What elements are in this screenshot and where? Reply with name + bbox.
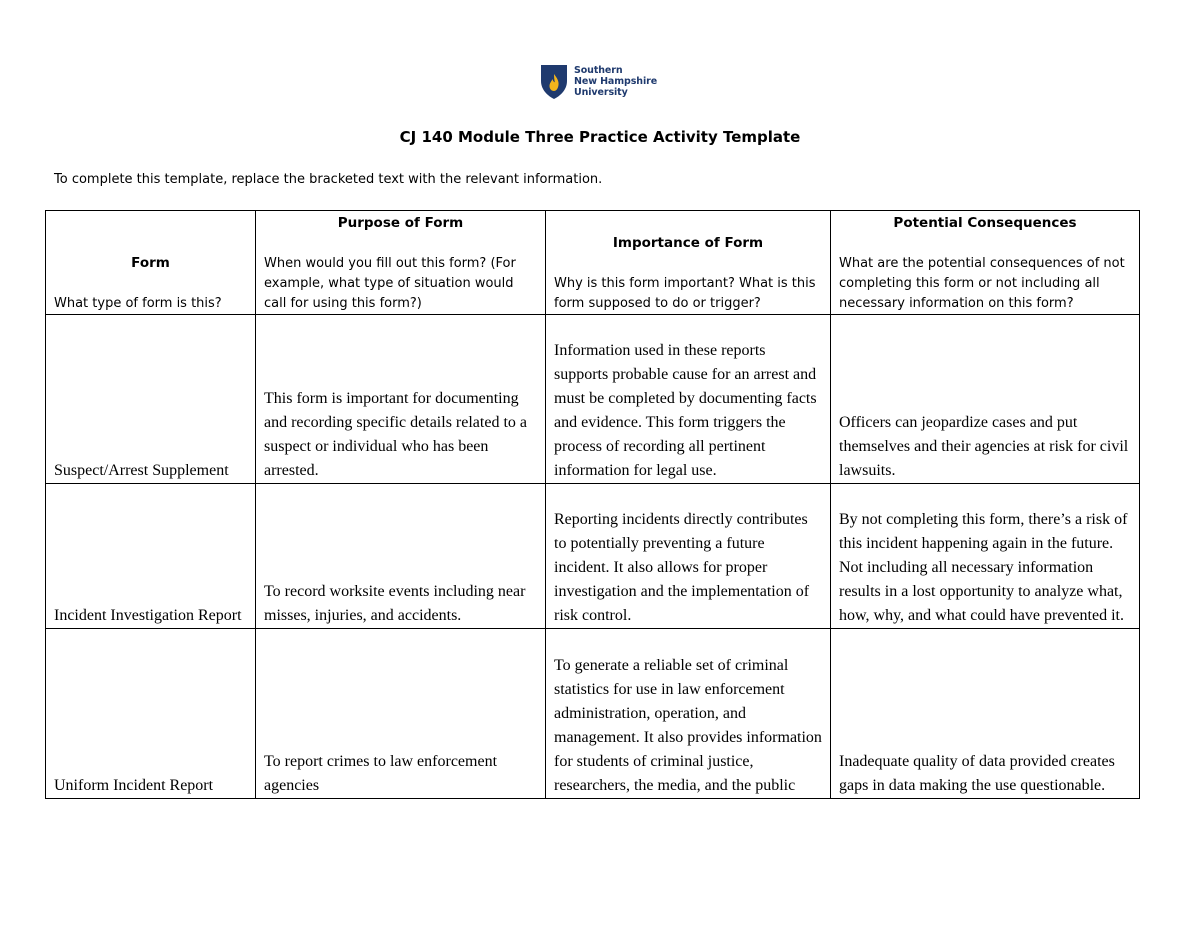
cell-text: Reporting incidents directly contributes to potentially preventing a future incident. It also allows for proper investigation and the implementation of risk control. [554, 511, 810, 624]
table-row [46, 629, 1140, 799]
consequences-cell [831, 315, 1140, 484]
header-title: Importance of Form [612, 235, 764, 251]
cell-text: Suspect/Arrest Supplement [54, 462, 229, 479]
header-prompt: Why is this form important? What is this form supposed to do or trigger? [554, 276, 816, 311]
purpose-cell [256, 484, 546, 629]
shield-flame-icon [540, 64, 568, 100]
cell-text: This form is important for documenting and recording specific details related to a suspect or individual who has been arrested. [264, 390, 527, 479]
header-prompt: When would you fill out this form? (For example, what type of situation would call for using this form?) [264, 256, 516, 311]
logo-wordmark [574, 65, 657, 98]
header-form [46, 211, 256, 315]
header-prompt: What type of form is this? [54, 296, 222, 311]
cell-text: By not completing this form, there’s a risk of this incident happening again in the future. Not including all necessary information results in a lost opportunity to analyze what, how, why, and what could have prevented it. [839, 511, 1128, 624]
cell-text: Inadequate quality of data provided creates gaps in data making the use questionable. [839, 753, 1115, 794]
form-cell [46, 484, 256, 629]
header-prompt: What are the potential consequences of not completing this form or not including all necessary information on this form? [839, 256, 1125, 311]
cell-text: To report crimes to law enforcement agencies [264, 753, 498, 794]
header-purpose [256, 211, 546, 315]
header-importance [546, 211, 831, 315]
template-table [45, 210, 1140, 799]
cell-text: Incident Investigation Report [54, 607, 242, 624]
purpose-cell [256, 629, 546, 799]
instructions-text: To complete this template, replace the bracketed text with the relevant information. [54, 172, 603, 187]
importance-cell [546, 629, 831, 799]
university-logo [540, 64, 657, 100]
form-cell [46, 629, 256, 799]
cell-text: To record worksite events including near misses, injuries, and accidents. [264, 583, 526, 624]
importance-cell [546, 484, 831, 629]
cell-text: Uniform Incident Report [54, 777, 214, 794]
consequences-cell [831, 629, 1140, 799]
page-title: CJ 140 Module Three Practice Activity Template [399, 128, 801, 146]
importance-cell [546, 315, 831, 484]
header-consequences [831, 211, 1140, 315]
logo-line-1: Southern [574, 65, 623, 76]
cell-text: Information used in these reports supports probable cause for an arrest and must be completed by documenting facts and evidence. This form triggers the process of recording all pertinent information for legal use. [554, 342, 817, 479]
cell-text: Officers can jeopardize cases and put themselves and their agencies at risk for civil lawsuits. [839, 414, 1129, 479]
logo-line-3: University [574, 87, 628, 98]
table-row [46, 315, 1140, 484]
logo-line-2: New Hampshire [574, 76, 658, 87]
consequences-cell [831, 484, 1140, 629]
header-title: Form [131, 255, 170, 271]
header-title: Purpose of Form [337, 215, 464, 231]
header-row [46, 211, 1140, 315]
form-cell [46, 315, 256, 484]
header-title: Potential Consequences [893, 215, 1077, 231]
cell-text: To generate a reliable set of criminal statistics for use in law enforcement administration, operation, and management. It also provides information for students of criminal justice, researchers, the media, and the public [554, 657, 822, 794]
table-row [46, 484, 1140, 629]
purpose-cell [256, 315, 546, 484]
